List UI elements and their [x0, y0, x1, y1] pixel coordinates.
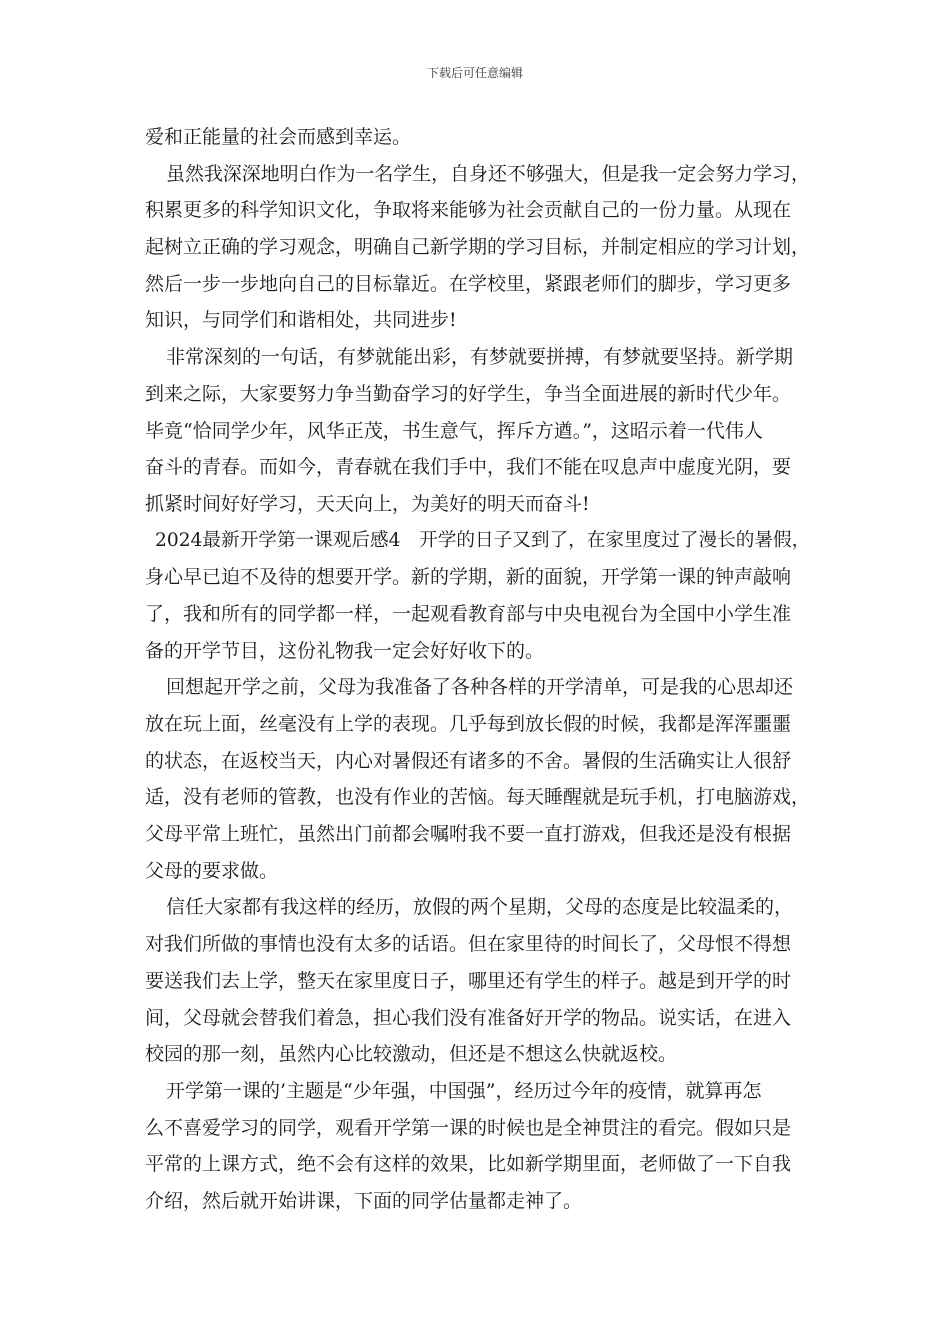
text-line: 抓紧时间好好学习，天天向上，为美好的明天而奋斗!	[145, 492, 590, 515]
text-line: 虽然我深深地明白作为一名学生，自身还不够强大，但是我一定会努力学习，	[166, 162, 810, 185]
text-line: 校园的那一刻，虽然内心比较激动，但还是不想这么快就返校。	[145, 1043, 678, 1066]
text-line: 了，我和所有的同学都一样，一起观看教育部与中央电视台为全国中小学生准	[145, 602, 792, 625]
text-line: 知识，与同学们和谐相处，共同进步!	[145, 309, 457, 332]
text-line: 积累更多的科学知识文化，争取将来能够为社会贡献自己的一份力量。从现在	[145, 199, 792, 222]
text-line: 平常的上课方式，绝不会有这样的效果，比如新学期里面，老师做了一下自我	[145, 1153, 792, 1176]
text-line: 要送我们去上学，整天在家里度日子，哪里还有学生的样子。越是到开学的时	[145, 969, 792, 992]
text-line: 回想起开学之前，父母为我准备了各种各样的开学清单，可是我的心思却还	[166, 676, 794, 699]
text-line: 到来之际，大家要努力争当勤奋学习的好学生，争当全面进展的新时代少年。	[145, 382, 792, 405]
page-header-note: 下载后可任意编辑	[426, 66, 523, 80]
document-body	[145, 119, 810, 1220]
text-line: 爱和正能量的社会而感到幸运。	[145, 126, 412, 148]
text-line: 奋斗的青春。而如今，青春就在我们手中，我们不能在叹息声中虚度光阴，要	[145, 456, 792, 479]
text-line: 么不喜爱学习的同学，观看开学第一课的时候也是全神贯注的看完。假如只是	[145, 1116, 792, 1139]
text-line: 开学第一课的’主题是“少年强，中国强”，经历过今年的疫情，就算再怎	[166, 1079, 762, 1102]
text-line: 的状态，在返校当天，内心对暑假还有诸多的不舍。暑假的生活确实让人很舒	[145, 749, 792, 772]
text-line: 介绍，然后就开始讲课，下面的同学估量都走神了。	[145, 1189, 583, 1212]
text-line: 对我们所做的事情也没有太多的话语。但在家里待的时间长了，父母恨不得想	[145, 933, 792, 956]
text-line: 然后一步一步地向自己的目标靠近。在学校里，紧跟老师们的脚步，学习更多	[145, 272, 792, 295]
text-line: 备的开学节目，这份礼物我一定会好好收下的。	[145, 639, 545, 662]
text-line: 父母平常上班忙，虽然出门前都会嘱咐我不要一直打游戏，但我还是没有根据	[145, 823, 792, 846]
text-line: 信任大家都有我这样的经历，放假的两个星期，父母的态度是比较温柔的，	[166, 896, 794, 919]
text-line: 2024最新开学第一课观后感4 开学的日子又到了，在家里度过了漫长的暑假，	[155, 529, 811, 551]
text-line: 放在玩上面，丝毫没有上学的表现。几乎每到放长假的时候，我都是浑浑噩噩	[145, 713, 792, 735]
text-line: 起树立正确的学习观念，明确自己新学期的学习目标，并制定相应的学习计划，	[145, 236, 811, 259]
text-line: 适，没有老师的管教，也没有作业的苦恼。每天睡醒就是玩手机，打电脑游戏，	[145, 786, 811, 809]
text-line: 父母的要求做。	[145, 859, 279, 882]
text-line: 非常深刻的一句话，有梦就能出彩，有梦就要拼搏，有梦就要坚持。新学期	[166, 346, 794, 369]
text-line: 间，父母就会替我们着急，担心我们没有准备好开学的物品。说实话，在进入	[145, 1006, 792, 1029]
text-line: 毕竟“恰同学少年，风华正茂，书生意气，挥斥方遒。”，这昭示着一代伟人	[145, 419, 763, 442]
text-line: 身心早已迫不及待的想要开学。新的学期，新的面貌，开学第一课的钟声敲响	[145, 566, 792, 589]
